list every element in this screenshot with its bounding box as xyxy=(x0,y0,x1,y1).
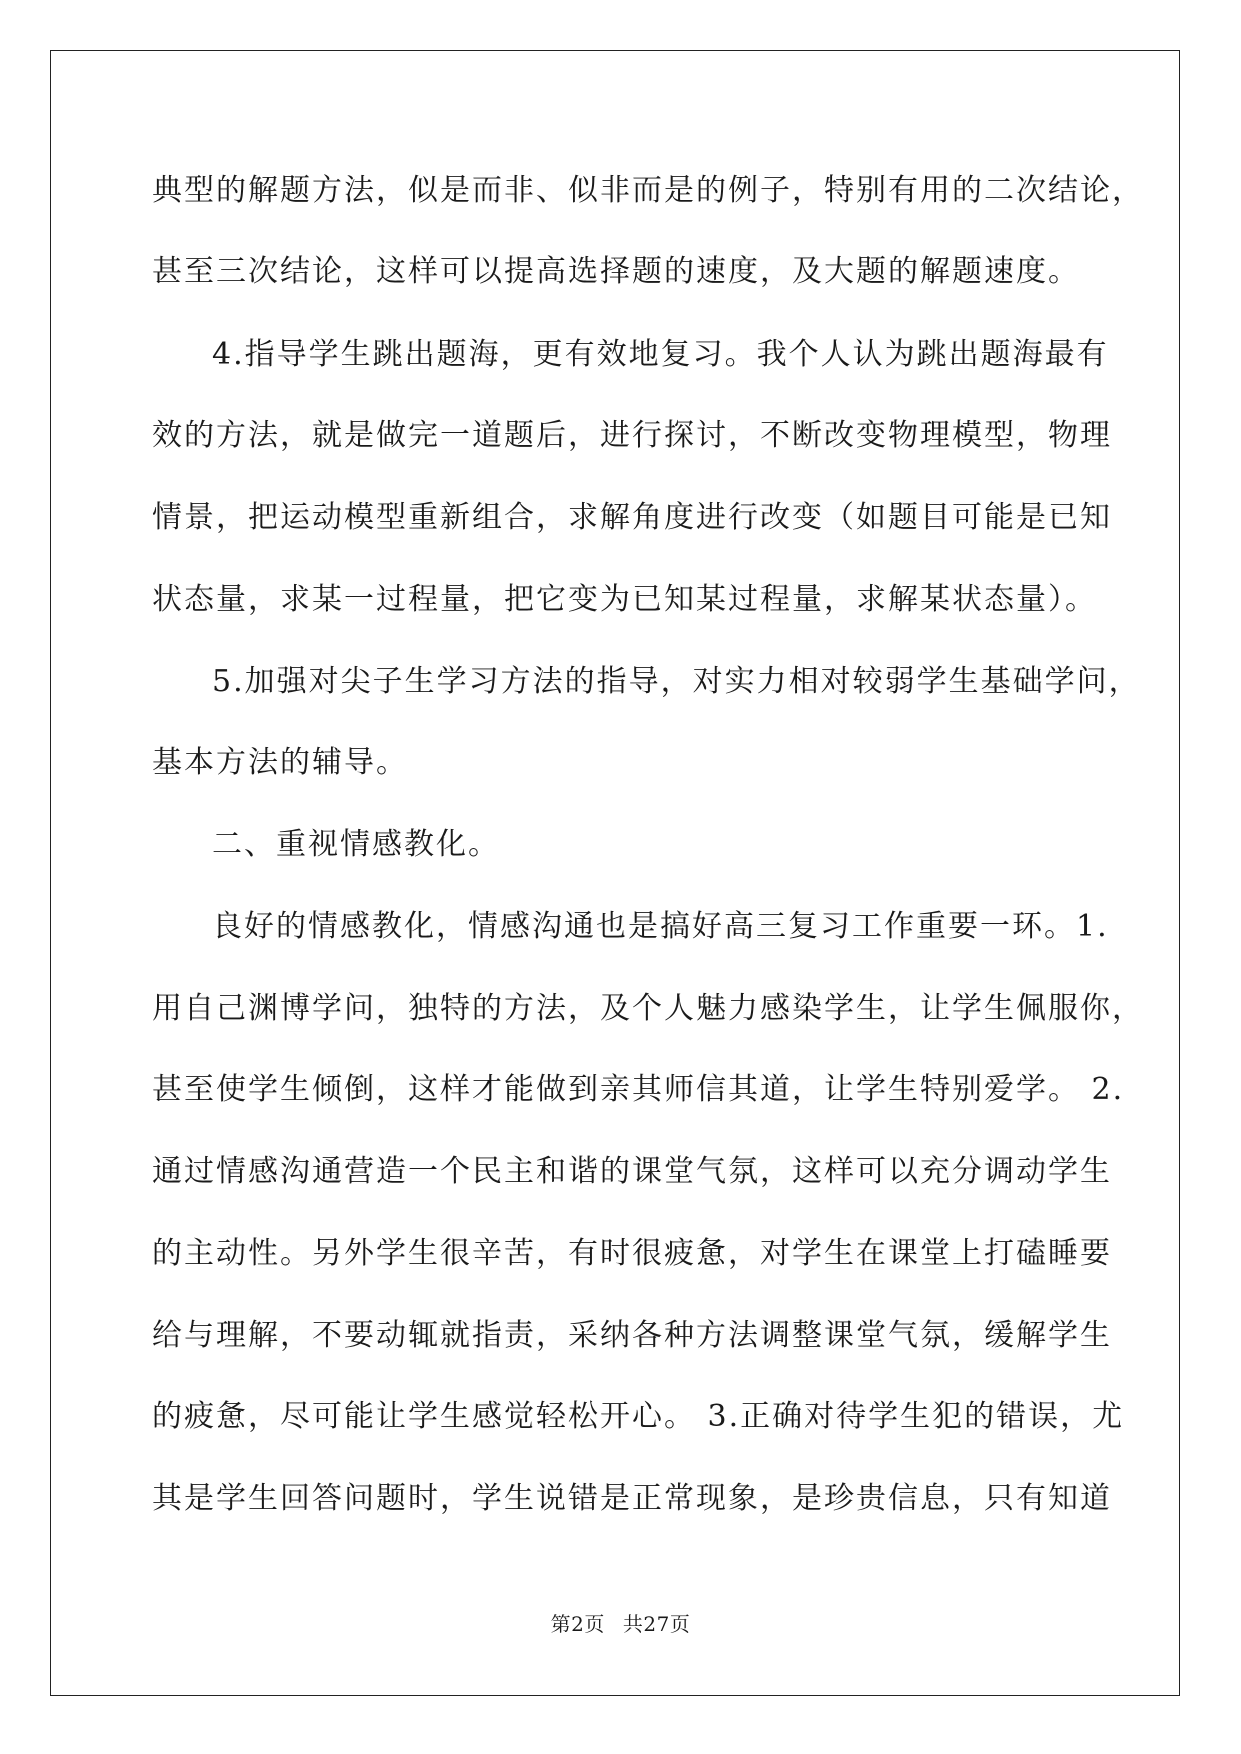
text-line: 给与理解，不要动辄就指责，采纳各种方法调整课堂气氛，缓解学生 xyxy=(152,1318,1112,1353)
page-footer xyxy=(0,1612,1241,1636)
text-line: 通过情感沟通营造一个民主和谐的课堂气氛，这样可以充分调动学生 xyxy=(152,1154,1112,1189)
text-line: 效的方法，就是做完一道题后，进行探讨，不断改变物理模型，物理 xyxy=(152,418,1112,453)
page-number: 第2页 xyxy=(550,1612,605,1636)
text-line: 4.指导学生跳出题海，更有效地复习。我个人认为跳出题海最有 xyxy=(212,337,1109,372)
page-border xyxy=(50,50,1180,1696)
text-line: 情景，把运动模型重新组合，求解角度进行改变（如题目可能是已知 xyxy=(152,500,1112,535)
text-line: 基本方法的辅导。 xyxy=(152,745,408,780)
text-line: 5.加强对尖子生学习方法的指导，对实力相对较弱学生基础学问， xyxy=(212,664,1141,699)
section-heading: 二、重视情感教化。 xyxy=(212,827,500,862)
text-line: 状态量，求某一过程量，把它变为已知某过程量，求解某状态量）。 xyxy=(152,582,1097,617)
text-line: 甚至使学生倾倒，这样才能做到亲其师信其道，让学生特别爱学。 2. xyxy=(152,1072,1125,1107)
text-line: 的主动性。另外学生很辛苦，有时很疲惫，对学生在课堂上打磕睡要 xyxy=(152,1236,1112,1271)
text-line: 甚至三次结论，这样可以提高选择题的速度，及大题的解题速度。 xyxy=(152,254,1080,289)
text-line: 用自己渊博学问，独特的方法，及个人魅力感染学生，让学生佩服你， xyxy=(152,991,1144,1026)
text-line: 良好的情感教化，情感沟通也是搞好高三复习工作重要一环。1. xyxy=(212,909,1109,944)
text-line: 典型的解题方法，似是而非、似非而是的例子，特别有用的二次结论， xyxy=(152,173,1144,208)
text-line: 其是学生回答问题时，学生说错是正常现象，是珍贵信息，只有知道 xyxy=(152,1481,1112,1516)
page-total: 共27页 xyxy=(622,1612,691,1636)
text-line: 的疲惫，尽可能让学生感觉轻松开心。 3.正确对待学生犯的错误，尤 xyxy=(152,1399,1125,1434)
